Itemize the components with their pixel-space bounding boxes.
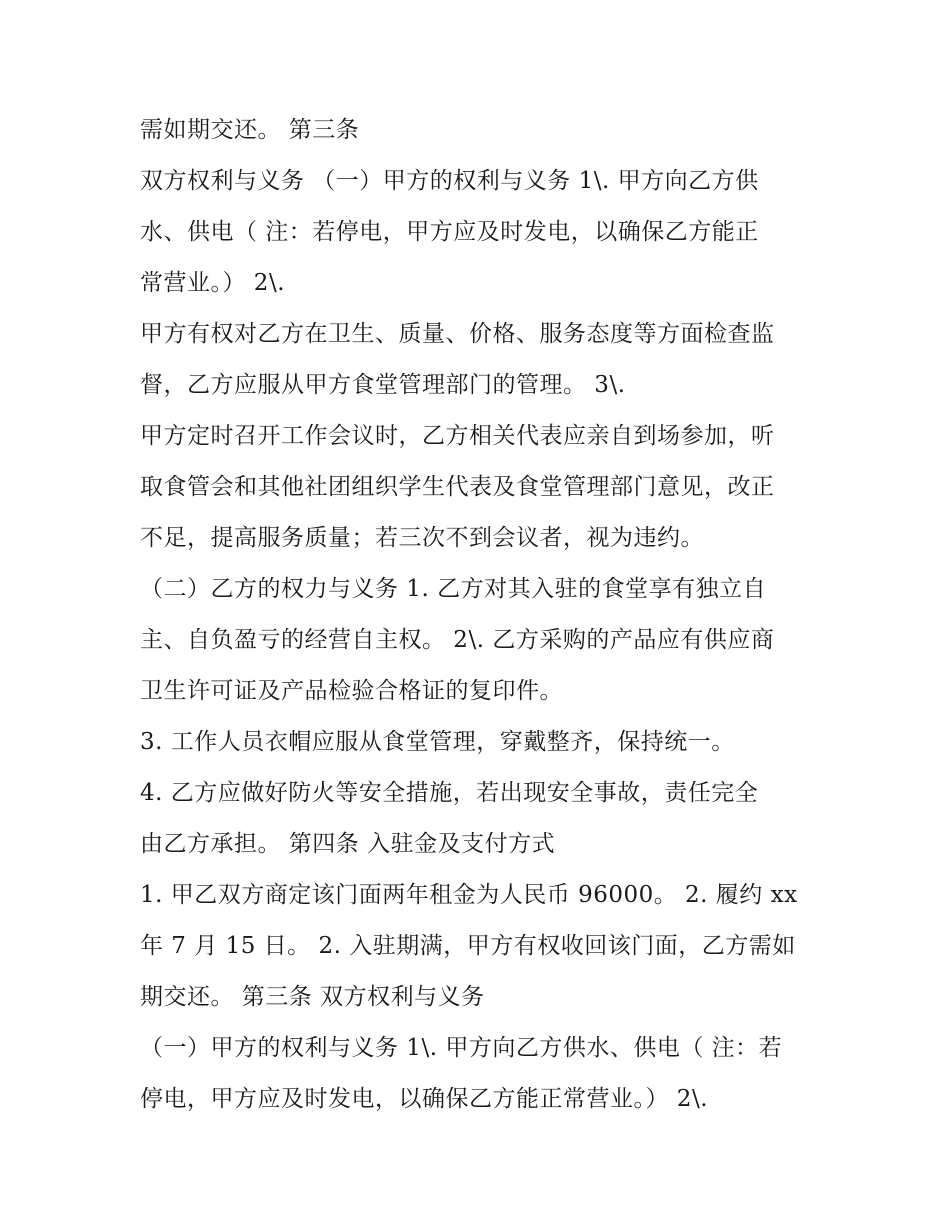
text-line: 取食管会和其他社团组织学生代表及食堂管理部门意见，改正 [140, 474, 775, 500]
text-line: 不足，提高服务质量；若三次不到会议者，视为违约。 [140, 525, 704, 551]
document-body [140, 108, 820, 1128]
text-line: 需如期交还。 第三条 [140, 117, 360, 143]
text-line: 期交还。 第三条 双方权利与义务 [140, 984, 485, 1010]
text-line: 卫生许可证及产品检验合格证的复印件。 [140, 678, 563, 704]
text-line: 甲方定时召开工作会议时，乙方相关代表应亲自到场参加，听 [140, 423, 775, 449]
text-line: 3. 工作人员衣帽应服从食堂管理，穿戴整齐，保持统一。 [140, 729, 735, 755]
text-line: 水、供电（ 注：若停电，甲方应及时发电，以确保乙方能正 [140, 219, 759, 245]
text-line: 常营业。） 2\. [140, 270, 286, 296]
text-line: （一）甲方的权利与义务 1\. 甲方向乙方供水、供电（ 注：若 [140, 1035, 783, 1061]
text-line: 主、自负盈亏的经营自主权。 2\. 乙方采购的产品应有供应商 [140, 627, 775, 653]
text-line: 年 7 月 15 日。 2. 入驻期满，甲方有权收回该门面，乙方需如 [140, 933, 796, 959]
text-line: 4. 乙方应做好防火等安全措施，若出现安全事故，责任完全 [140, 780, 759, 806]
text-line: 双方权利与义务 （一）甲方的权利与义务 1\. 甲方向乙方供 [140, 168, 759, 194]
text-line: 督，乙方应服从甲方食堂管理部门的管理。 3\. [140, 372, 626, 398]
text-line: （二）乙方的权力与义务 1. 乙方对其入驻的食堂享有独立自 [140, 576, 767, 602]
text-line: 停电，甲方应及时发电，以确保乙方能正常营业。） 2\. [140, 1086, 709, 1112]
text-line: 1. 甲乙双方商定该门面两年租金为人民币 96000。 2. 履约 xx [140, 882, 798, 908]
text-line: 甲方有权对乙方在卫生、质量、价格、服务态度等方面检查监 [140, 321, 775, 347]
text-line: 由乙方承担。 第四条 入驻金及支付方式 [140, 831, 556, 857]
